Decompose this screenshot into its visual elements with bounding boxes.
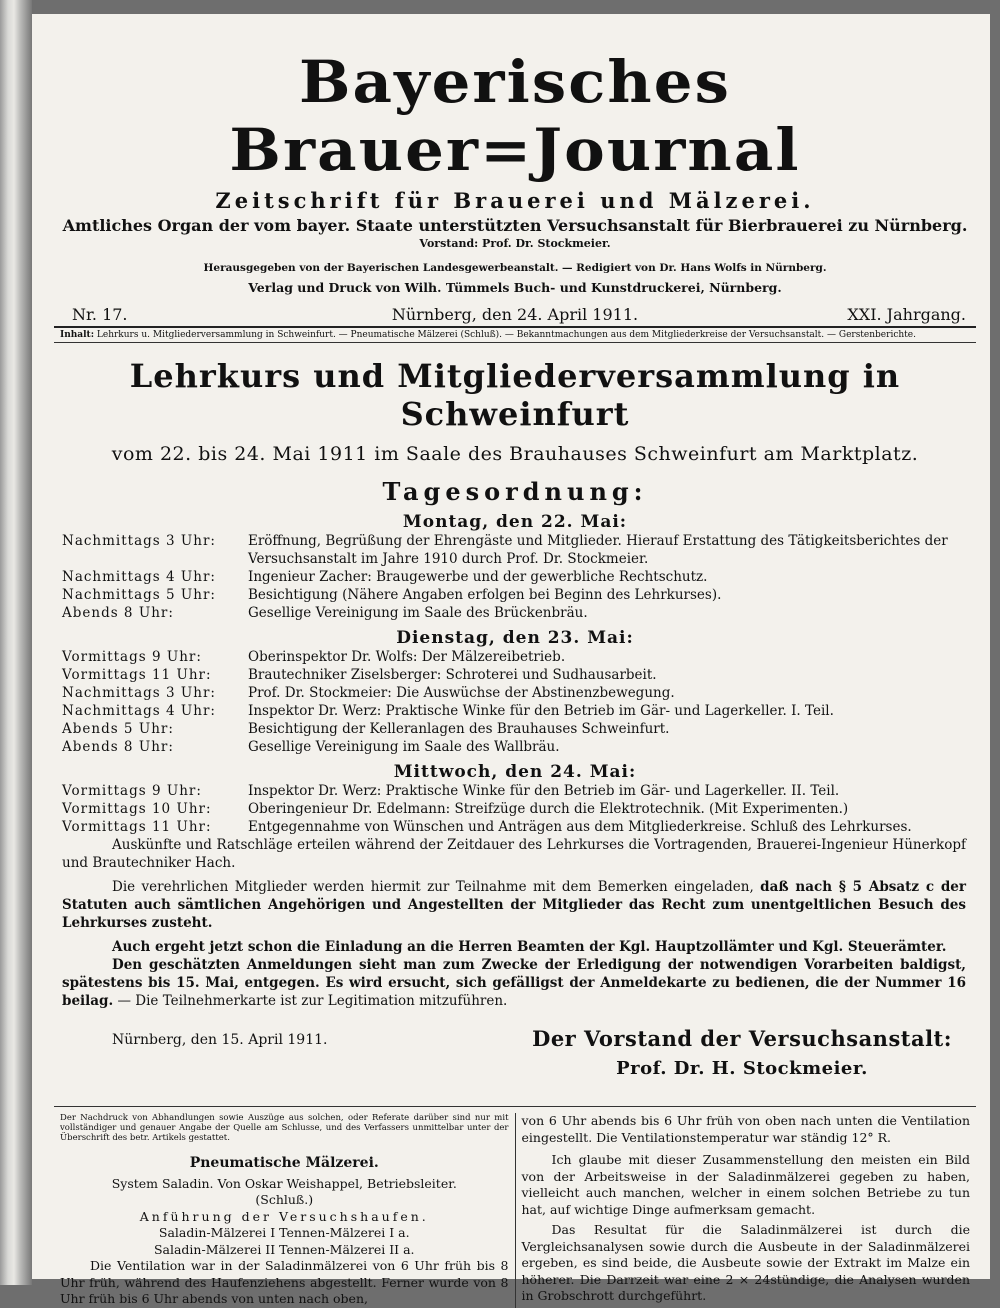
table-row (62, 782, 984, 800)
schedule-item: Gesellige Vereinigung im Saale des Wallbräu. (248, 739, 560, 755)
schedule-time: Vormittags 9 Uhr: (62, 783, 202, 799)
anmeldung-emphasis: Den geschätzten Anmeldungen sieht man zum Zwecke der Erledigung der notwendigen Vorarbeiten baldigst, spätestens bis 15. Mai, entgegen. Es wird ersucht, sich gefälligst der Anmeldekarte zu bedienen, die der Nummer 16 beilag. (62, 957, 966, 1009)
table-row (62, 532, 984, 568)
column-right (516, 1113, 977, 1308)
schedule-tuesday (62, 648, 984, 756)
schedule-item: Besichtigung (Nähere Angaben erfolgen bei Beginn des Lehrkurses). (248, 587, 722, 603)
masthead-herausgeber: Herausgegeben von der Bayerischen Landesgewerbeanstalt. — Redigiert von Dr. Hans Wolfs in Nürnberg. (203, 262, 827, 274)
einladung-emphasis: daß nach § 5 Absatz c der Statuten auch sämtlichen Angehörigen und Angestellten der Mitglieder das Recht zum unentgeltlichen Besuch des Lehrkurses zusteht. (62, 879, 967, 931)
signature-block (112, 1024, 952, 1084)
day-title-monday: Montag, den 22. Mai: (402, 512, 628, 532)
schedule-item: Prof. Dr. Stockmeier: Die Auswüchse der Abstinenzbewegung. (248, 685, 675, 701)
reprint-notice: Der Nachdruck von Abhandlungen sowie Auszüge aus solchen, oder Referate darüber sind nur mit vollständiger und genauer Angabe der Quelle am Schlusse, und des Verfassers unmittelbar unter der Überschrift des betr. Artikels gestattet. (60, 1113, 509, 1143)
article-list-row-2: Saladin-Mälzerei II Tennen-Mälzerei II a. (153, 1241, 415, 1257)
article-paragraph-left: Die Ventilation war in der Saladinmälzerei von 6 Uhr früh bis 8 Uhr früh, während des Haufenziehens abgestellt. Ferner wurde von 8 Uhr früh bis 6 Uhr abends von unten nach oben, (60, 1258, 509, 1306)
schedule-item: Besichtigung der Kelleranlagen des Brauhauses Schweinfurt. (248, 721, 670, 737)
einladung-text: Die verehrlichen Mitglieder werden hiermit zur Teilnahme mit dem Bemerken eingeladen, (112, 879, 754, 895)
paragraph-einladung (62, 878, 966, 932)
article-continued: (Schluß.) (255, 1192, 314, 1207)
article-paragraph-right-3: Das Resultat für die Saladinmälzerei ist durch die Vergleichsanalysen sowie durch die Ausbeute in der Saladinmälzerei ergeben, es sind beide, die Ausbeute sowie der Extrakt im Malze ein höherer. Die Darrzeit war eine 2 × 24stündige, die Analysen wurden in Grobschrott durchgeführt. (521, 1222, 970, 1303)
article-paragraph-right-2: Ich glaube mit dieser Zusammenstellung den meisten ein Bild von der Arbeitsweise in der Saladinmälzerei gegeben zu haben, vielleicht auch manchen, welcher in einem solchen Betriebe zu tun hat, auf wichtige Dinge aufmerksam gemacht. (521, 1152, 970, 1217)
table-row (62, 568, 984, 586)
page-content (54, 14, 976, 1308)
dateline (54, 299, 976, 328)
paragraph-beamte: Auch ergeht jetzt schon die Einladung an die Herren Beamten der Kgl. Hauptzollämter und Kgl. Steuerämter. (112, 939, 947, 955)
schedule-time: Vormittags 10 Uhr: (62, 801, 212, 817)
anmeldung-text: — Die Teilnehmerkarte ist zur Legitimation mitzuführen. (117, 993, 508, 1009)
schedule-time: Abends 5 Uhr: (62, 721, 174, 737)
article-paragraph-right-1: von 6 Uhr abends bis 6 Uhr früh von oben nach unten die Ventilation eingestellt. Die Ventilationstemperatur war ständig 12° R. (521, 1113, 970, 1145)
schedule-time: Nachmittags 4 Uhr: (62, 703, 216, 719)
binding-gutter (0, 0, 32, 1285)
table-row (62, 720, 984, 738)
table-row (62, 586, 984, 604)
section-divider (54, 1106, 976, 1107)
table-row (62, 604, 984, 622)
toc-label: Inhalt: (60, 330, 95, 340)
paragraph-anmeldung (62, 956, 966, 1010)
schedule-time: Abends 8 Uhr: (62, 605, 174, 621)
day-title-tuesday: Dienstag, den 23. Mai: (396, 628, 634, 648)
signature-line-1: Der Vorstand der Versuchsanstalt: (532, 1026, 952, 1051)
schedule-time: Vormittags 9 Uhr: (62, 649, 202, 665)
paragraph-auskunft: Auskünfte und Ratschläge erteilen während der Zeitdauer des Lehrkurses die Vortragenden, Brauerei-Ingenieur Hünerkopf und Brautechniker Hach. (62, 837, 966, 871)
table-row (62, 666, 984, 684)
schedule-time: Abends 8 Uhr: (62, 739, 174, 755)
schedule-time: Nachmittags 3 Uhr: (62, 685, 216, 701)
masthead-title: Bayerisches Brauer=Journal (229, 48, 801, 184)
signature (532, 1024, 952, 1084)
newspaper-page (32, 14, 990, 1306)
signature-place-date: Nürnberg, den 15. April 1911. (112, 1032, 328, 1048)
article-list-row-1: Saladin-Mälzerei I Tennen-Mälzerei I a. (158, 1225, 410, 1240)
table-row (62, 684, 984, 702)
article-byline: System Saladin. Von Oskar Weishappel, Betriebsleiter. (111, 1175, 457, 1191)
schedule-monday (62, 532, 984, 622)
masthead-organ: Amtliches Organ der vom bayer. Staate unterstützten Versuchsanstalt für Bierbrauerei zu Nürnberg. (62, 216, 968, 235)
schedule-item: Brautechniker Ziselsberger: Schroterei und Sudhausarbeit. (248, 667, 657, 683)
table-row (62, 738, 984, 756)
schedule-time: Nachmittags 5 Uhr: (62, 587, 216, 603)
article-title: Pneumatische Mälzerei. (189, 1155, 379, 1171)
masthead-vorstand: Vorstand: Prof. Dr. Stockmeier. (419, 237, 611, 250)
schedule-time: Vormittags 11 Uhr: (62, 819, 212, 835)
schedule-time: Vormittags 11 Uhr: (62, 667, 212, 683)
agenda-title: Tagesordnung: (382, 477, 648, 506)
schedule-item: Oberingenieur Dr. Edelmann: Streifzüge durch die Elektrotechnik. (Mit Experimenten.) (248, 801, 849, 817)
table-row (62, 818, 984, 836)
schedule-time: Nachmittags 4 Uhr: (62, 569, 216, 585)
schedule-item: Oberinspektor Dr. Wolfs: Der Mälzereibetrieb. (248, 649, 566, 665)
schedule-time: Nachmittags 3 Uhr: (62, 533, 216, 549)
masthead-verlag: Verlag und Druck von Wilh. Tümmels Buch- und Kunstdruckerei, Nürnberg. (248, 280, 782, 295)
schedule-wednesday (62, 782, 984, 836)
issue-date: Nürnberg, den 24. April 1911. (391, 305, 639, 324)
schedule-item: Inspektor Dr. Werz: Praktische Winke für den Betrieb im Gär- und Lagerkeller. II. Teil. (248, 783, 840, 799)
signature-line-2: Prof. Dr. H. Stockmeier. (616, 1058, 868, 1079)
schedule-item: Eröffnung, Begrüßung der Ehrengäste und Mitglieder. Hierauf Erstattung des Tätigkeitsberichtes der Versuchsanstalt im Jahre 1910 durch Prof. Dr. Stockmeier. (248, 533, 948, 567)
table-row (62, 648, 984, 666)
schedule-item: Inspektor Dr. Werz: Praktische Winke für den Betrieb im Gär- und Lagerkeller. I. Teil. (248, 703, 834, 719)
article-headline: Lehrkurs und Mitgliederversammlung in Schweinfurt (129, 357, 901, 433)
toc-text: Lehrkurs u. Mitgliederversammlung in Schweinfurt. — Pneumatische Mälzerei (Schluß). — Bekanntmachungen aus dem Mitgliederkreise der Versuchsanstalt. — Gerstenberichte. (96, 330, 916, 340)
column-left (54, 1113, 516, 1308)
table-row (62, 702, 984, 720)
article-subhead: vom 22. bis 24. Mai 1911 im Saale des Brauhauses Schweinfurt am Marktplatz. (111, 443, 919, 465)
volume-number: XXI. Jahrgang. (847, 305, 966, 324)
article-list-heading: Anführung der Versuchshaufen. (139, 1208, 429, 1224)
article-columns (54, 1113, 976, 1308)
issue-number: Nr. 17. (72, 305, 128, 324)
masthead-subtitle: Zeitschrift für Brauerei und Mälzerei. (215, 188, 815, 213)
table-of-contents (54, 328, 976, 343)
day-title-wednesday: Mittwoch, den 24. Mai: (393, 762, 637, 782)
schedule-item: Ingenieur Zacher: Braugewerbe und der gewerbliche Rechtschutz. (248, 569, 708, 585)
schedule-item: Entgegennahme von Wünschen und Anträgen aus dem Mitgliederkreise. Schluß des Lehrkurses. (248, 819, 912, 835)
schedule-item: Gesellige Vereinigung im Saale des Brückenbräu. (248, 605, 588, 621)
table-row (62, 800, 984, 818)
